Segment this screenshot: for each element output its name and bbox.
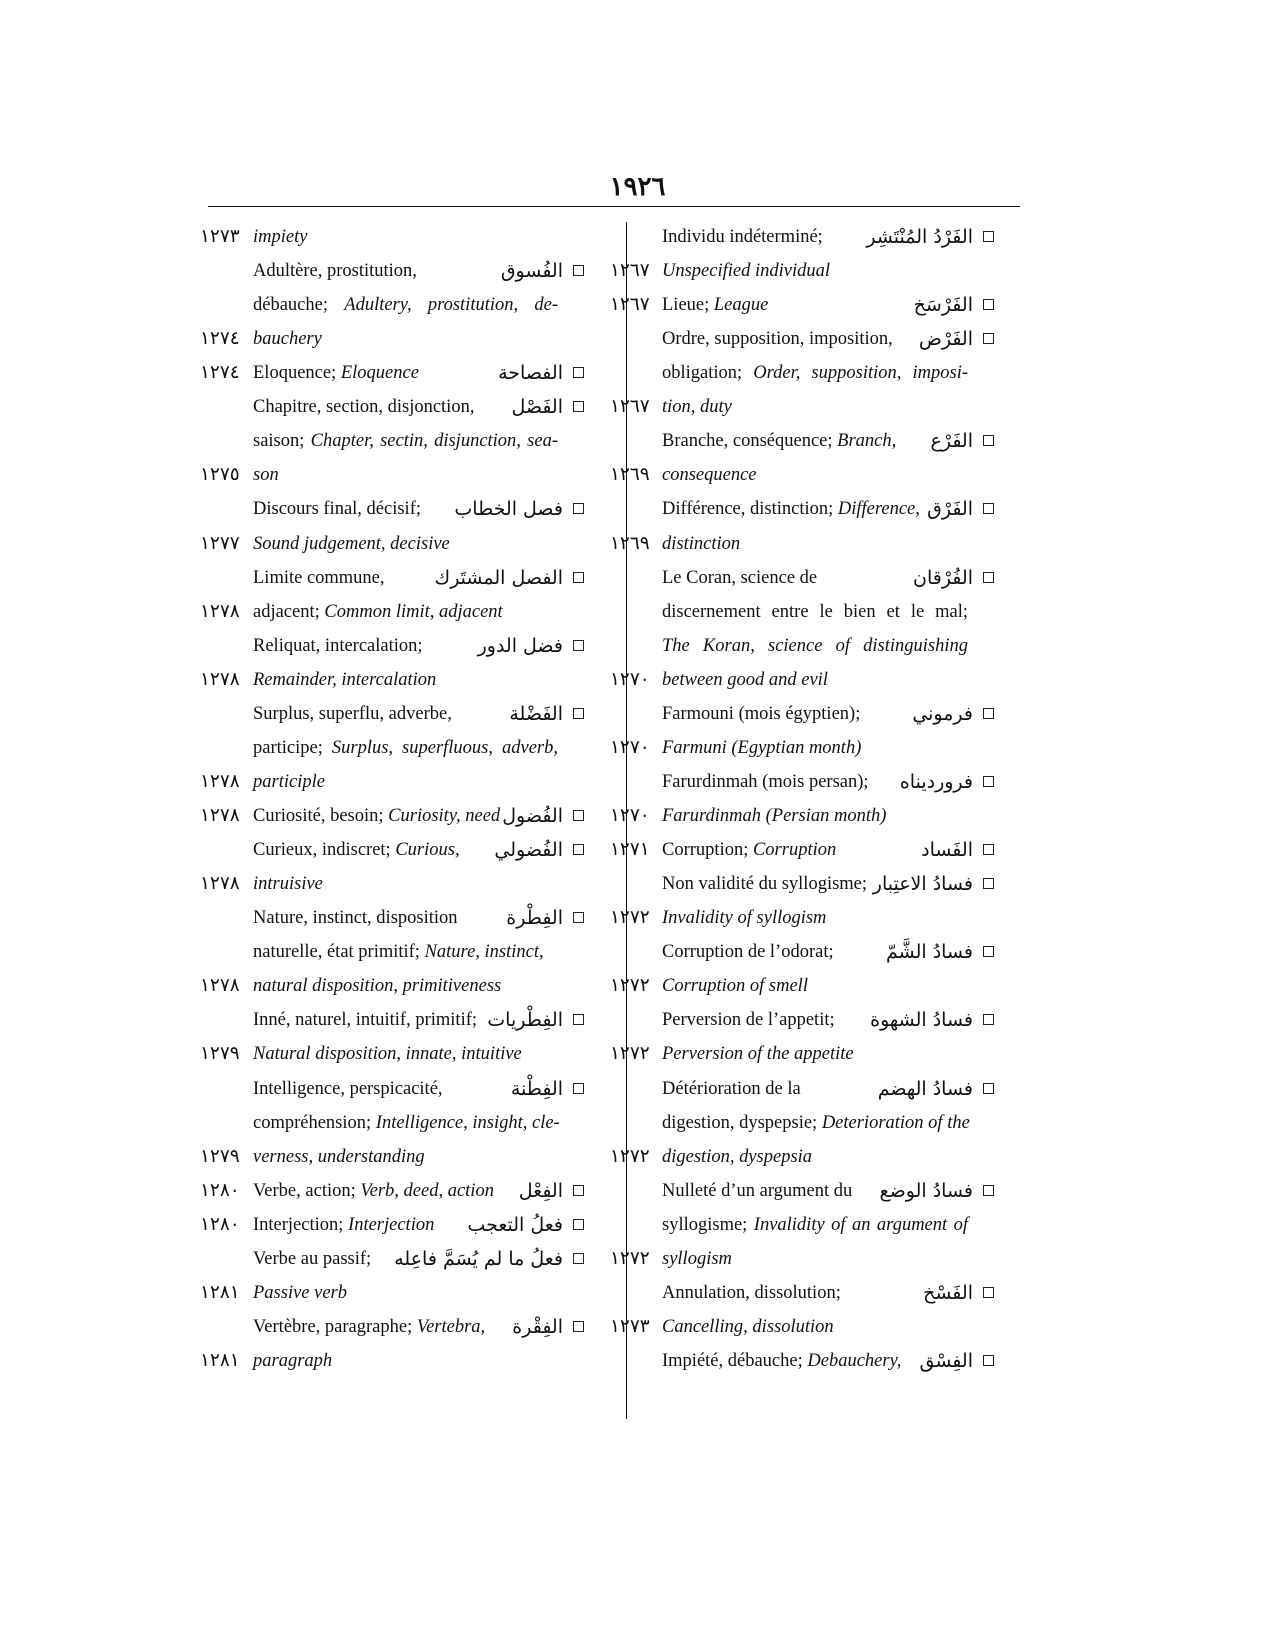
english-gloss: The Koran, science of distinguishing xyxy=(662,635,968,656)
arabic-headword xyxy=(923,1276,994,1310)
entry-text xyxy=(662,424,896,458)
entry-bullet-icon xyxy=(983,333,994,344)
entry-number: ١٢٨١ xyxy=(200,1282,240,1303)
arabic-term: فسادُ الهضم xyxy=(877,1077,973,1100)
entry-text xyxy=(662,561,817,595)
arabic-headword xyxy=(880,1174,994,1208)
english-gloss: Verb, deed, action xyxy=(360,1180,494,1201)
entry-number: ١٢٧٨ xyxy=(200,771,240,792)
entry-number: ١٢٧٠ xyxy=(610,669,650,690)
english-gloss: Curious, xyxy=(395,840,460,861)
french-gloss: saison; xyxy=(253,431,305,452)
english-gloss: verness, understanding xyxy=(253,1146,425,1167)
english-gloss: digestion, dyspepsia xyxy=(662,1146,813,1167)
dictionary-line xyxy=(0,220,1275,254)
french-gloss: débauche; xyxy=(253,295,328,316)
dictionary-line xyxy=(0,1140,1275,1174)
english-gloss: Adultery, prostitution, de- xyxy=(344,295,559,316)
entry-text xyxy=(662,935,834,969)
french-gloss: Corruption de l’odorat; xyxy=(662,942,834,963)
arabic-headword xyxy=(921,833,994,867)
english-gloss: between good and evil xyxy=(662,669,828,690)
arabic-term: الفَساد xyxy=(921,839,973,862)
english-gloss: Farmuni (Egyptian month) xyxy=(662,737,862,758)
dictionary-line xyxy=(0,288,1275,322)
french-gloss: participe; xyxy=(253,737,323,758)
arabic-term: الفُضولي xyxy=(494,839,563,862)
entry-bullet-icon xyxy=(983,435,994,446)
english-gloss: Chapter, sectin, disjunction, sea- xyxy=(310,431,558,452)
entry-number: ١٢٧٩ xyxy=(200,1146,240,1167)
entry-number: ١٢٧٩ xyxy=(200,1044,240,1065)
arabic-term: فصل الخطاب xyxy=(454,498,563,521)
entry-bullet-icon xyxy=(983,1355,994,1366)
dictionary-line xyxy=(0,390,1275,424)
entry-text xyxy=(662,1276,841,1310)
page-number: ١٩٢٦ xyxy=(609,172,666,201)
entry-text xyxy=(662,1344,901,1378)
dictionary-line xyxy=(0,1276,1275,1310)
french-gloss: Ordre, supposition, imposition, xyxy=(662,329,893,350)
arabic-term: فرموني xyxy=(912,702,973,725)
entry-text xyxy=(662,1037,854,1071)
arabic-term: فسادُ الوضع xyxy=(879,1179,973,1202)
english-gloss: Debauchery, xyxy=(807,1350,902,1371)
dictionary-line xyxy=(0,1310,1275,1344)
english-gloss: Interjection xyxy=(348,1214,435,1235)
entry-text xyxy=(662,1106,970,1140)
dictionary-line xyxy=(0,697,1275,731)
arabic-term: الفِقْرة xyxy=(512,1315,563,1338)
english-gloss: Nature, instinct, xyxy=(424,942,544,963)
entry-text xyxy=(662,1003,835,1037)
french-gloss: Détérioration de la xyxy=(662,1078,801,1099)
entry-number: ١٢٧٨ xyxy=(200,874,240,895)
french-gloss: Impiété, débauche; xyxy=(662,1350,803,1371)
french-gloss: adjacent; xyxy=(253,601,320,622)
french-gloss: Branche, conséquence; xyxy=(662,431,833,452)
english-gloss: Order, supposition, imposi- xyxy=(753,363,968,384)
english-gloss: Sound judgement, decisive xyxy=(253,533,450,554)
arabic-term: الفَضْلة xyxy=(509,702,563,725)
french-gloss: Nulleté d’un argument du xyxy=(662,1180,853,1201)
arabic-headword xyxy=(927,492,994,526)
entry-text xyxy=(662,322,893,356)
english-gloss: impiety xyxy=(253,227,308,247)
english-gloss: Corruption xyxy=(752,840,837,861)
dictionary-line xyxy=(0,629,1275,663)
french-gloss: Le Coran, science de xyxy=(662,567,818,588)
french-gloss: Curiosité, besoin; xyxy=(253,806,384,827)
entry-number: ١٢٧٨ xyxy=(200,976,240,997)
french-gloss: Farurdinmah (mois persan); xyxy=(662,771,869,792)
english-gloss: Eloquence xyxy=(340,363,419,384)
dictionary-line xyxy=(0,799,1275,833)
entry-number: ١٢٦٩ xyxy=(610,465,650,486)
arabic-term: الفصل المشتَرك xyxy=(434,566,563,589)
english-gloss: Perversion of the appetite xyxy=(662,1044,854,1065)
entry-number: ١٢٧١ xyxy=(610,840,650,861)
dictionary-line xyxy=(0,833,1275,867)
arabic-headword xyxy=(920,1344,994,1378)
dictionary-line xyxy=(0,1208,1275,1242)
english-gloss: natural disposition, primitiveness xyxy=(253,976,502,997)
dictionary-line xyxy=(0,731,1275,765)
entry-text xyxy=(662,629,968,663)
arabic-headword xyxy=(914,288,994,322)
entry-number: ١٢٦٧ xyxy=(610,397,650,418)
entry-bullet-icon xyxy=(983,946,994,957)
dictionary-line xyxy=(0,765,1275,799)
entry-text xyxy=(662,833,836,867)
french-gloss: Verbe, action; xyxy=(253,1180,356,1201)
dictionary-line xyxy=(0,356,1275,390)
french-gloss: Corruption; xyxy=(662,840,749,861)
entry-bullet-icon xyxy=(983,299,994,310)
arabic-term: الفَرْض xyxy=(918,328,973,351)
arabic-term: الفِطْريات xyxy=(487,1009,563,1032)
arabic-headword xyxy=(866,220,994,254)
arabic-term: الفَرْسَخ xyxy=(913,294,973,317)
entry-number: ١٢٧٢ xyxy=(610,1044,650,1065)
english-gloss: paragraph xyxy=(253,1350,333,1371)
entry-text xyxy=(662,969,808,1003)
dictionary-line xyxy=(0,424,1275,458)
english-gloss: League xyxy=(713,295,769,316)
entry-number: ١٢٧٣ xyxy=(200,227,240,247)
arabic-term: الفُضول xyxy=(502,805,563,828)
dictionary-line xyxy=(0,901,1275,935)
arabic-headword xyxy=(919,322,994,356)
entry-text xyxy=(662,356,968,390)
arabic-term: فسادُ الشهوة xyxy=(870,1009,973,1032)
arabic-term: الفُسوق xyxy=(500,260,563,283)
dictionary-line xyxy=(0,561,1275,595)
entry-number: ١٢٨٠ xyxy=(200,1180,240,1201)
arabic-term: الفَرْع xyxy=(930,430,973,453)
french-gloss: Eloquence; xyxy=(253,363,337,384)
entry-bullet-icon xyxy=(983,1083,994,1094)
dictionary-line xyxy=(0,1344,1275,1378)
entry-text xyxy=(662,1140,812,1174)
entry-text xyxy=(662,492,920,526)
entry-number: ١٢٨١ xyxy=(200,1350,240,1371)
entry-bullet-icon xyxy=(983,231,994,242)
english-gloss: Farurdinmah (Persian month) xyxy=(662,806,887,827)
french-gloss: Curieux, indiscret; xyxy=(253,840,391,861)
entry-text xyxy=(662,527,740,561)
french-gloss: Discours final, décisif; xyxy=(253,499,421,520)
french-gloss: Intelligence, perspicacité, xyxy=(253,1078,443,1099)
english-gloss: Common limit, adjacent xyxy=(324,601,503,622)
english-gloss: Vertebra, xyxy=(416,1316,486,1337)
english-gloss: Deterioration of the xyxy=(821,1112,970,1133)
entry-text xyxy=(662,595,968,629)
entry-number: ١٢٧٧ xyxy=(200,533,240,554)
arabic-headword xyxy=(873,867,994,901)
entry-number: ١٢٧٨ xyxy=(200,669,240,690)
arabic-term: فروردیناه xyxy=(899,770,973,793)
french-gloss: obligation; xyxy=(662,363,743,384)
dictionary-line xyxy=(0,1174,1275,1208)
entry-text xyxy=(662,697,860,731)
dictionary-line xyxy=(0,969,1275,1003)
arabic-term: الفِطْنة xyxy=(510,1077,563,1100)
entry-text xyxy=(662,1310,834,1344)
french-gloss: Perversion de l’appetit; xyxy=(662,1010,835,1031)
english-gloss: Surplus, superfluous, adverb, xyxy=(331,737,559,758)
dictionary-line xyxy=(0,935,1275,969)
french-gloss: Vertèbre, paragraphe; xyxy=(253,1316,413,1337)
french-gloss: Surplus, superflu, adverbe, xyxy=(253,703,452,724)
entry-number: ١٢٧٨ xyxy=(200,806,240,827)
entry-number: ١٢٧٢ xyxy=(610,908,650,929)
entry-text xyxy=(662,799,886,833)
english-gloss: syllogism xyxy=(662,1248,732,1269)
french-gloss: Chapitre, section, disjonction, xyxy=(253,397,475,418)
entry-number: ١٢٧٢ xyxy=(610,976,650,997)
french-gloss: Limite commune, xyxy=(253,567,385,588)
english-gloss: tion, duty xyxy=(662,397,732,418)
arabic-headword xyxy=(870,1003,994,1037)
dictionary-line xyxy=(0,492,1275,526)
arabic-term: الفصاحة xyxy=(498,362,563,385)
entry-number: ١٢٧٠ xyxy=(610,737,650,758)
english-gloss: son xyxy=(253,465,279,486)
entry-text xyxy=(662,867,867,901)
english-gloss: Difference, xyxy=(837,499,920,520)
french-gloss: Annulation, dissolution; xyxy=(662,1282,841,1303)
entry-bullet-icon xyxy=(983,1185,994,1196)
arabic-headword xyxy=(931,424,995,458)
entry-text xyxy=(662,1072,801,1106)
arabic-term: الفَرْدُ المُنْتَشِر xyxy=(866,226,973,248)
entry-text xyxy=(662,663,828,697)
arabic-headword xyxy=(913,561,994,595)
entry-bullet-icon xyxy=(983,1014,994,1025)
english-gloss: participle xyxy=(253,771,325,792)
arabic-term: الفَسْخ xyxy=(923,1281,973,1304)
english-gloss: Passive verb xyxy=(253,1282,348,1303)
arabic-term: فضل الدور xyxy=(477,634,563,657)
header-rule xyxy=(208,206,1020,207)
arabic-headword xyxy=(912,697,994,731)
entry-bullet-icon xyxy=(983,572,994,583)
arabic-term: الفُرْقان xyxy=(913,566,973,589)
french-gloss: Verbe au passif; xyxy=(253,1248,372,1269)
english-gloss: Corruption of smell xyxy=(662,976,808,997)
english-gloss: Invalidity of an argument of xyxy=(753,1214,969,1235)
entry-number: ١٢٧٥ xyxy=(200,465,240,486)
french-gloss: Interjection; xyxy=(253,1214,344,1235)
english-gloss: distinction xyxy=(662,533,741,554)
entry-bullet-icon xyxy=(983,844,994,855)
entry-text xyxy=(662,1208,968,1242)
entry-text xyxy=(662,731,861,765)
entry-text xyxy=(662,765,869,799)
entry-text xyxy=(662,1242,732,1276)
entry-number: ١٢٧٤ xyxy=(200,363,240,384)
arabic-term: الفِسْق xyxy=(919,1349,973,1372)
french-gloss: naturelle, état primitif; xyxy=(253,942,420,963)
english-gloss: bauchery xyxy=(253,329,322,350)
arabic-term: الفِطْرة xyxy=(506,907,563,930)
english-gloss: Invalidity of syllogism xyxy=(662,908,827,929)
arabic-headword xyxy=(886,935,994,969)
french-gloss: Lieue; xyxy=(662,295,710,316)
entry-number: ١٢٧٤ xyxy=(200,329,240,350)
entry-number: ١٢٨٠ xyxy=(200,1214,240,1235)
french-gloss: Adultère, prostitution, xyxy=(253,261,417,282)
english-gloss: Remainder, intercalation xyxy=(253,669,437,690)
french-gloss: discernement entre le bien et le mal; xyxy=(662,601,968,622)
french-gloss: syllogisme; xyxy=(662,1214,748,1235)
arabic-term: الفِعْل xyxy=(518,1179,563,1202)
entry-bullet-icon xyxy=(983,776,994,787)
english-gloss: intruisive xyxy=(253,874,323,895)
arabic-headword xyxy=(878,1072,994,1106)
dictionary-line xyxy=(0,663,1275,697)
dictionary-line xyxy=(0,595,1275,629)
french-gloss: Différence, distinction; xyxy=(662,499,834,520)
dictionary-line xyxy=(0,1242,1275,1276)
entry-number: ١٢٧٠ xyxy=(610,806,650,827)
english-gloss: Unspecified individual xyxy=(662,261,831,282)
french-gloss: Individu indéterminé; xyxy=(662,227,823,247)
dictionary-line xyxy=(0,322,1275,356)
english-gloss: consequence xyxy=(662,465,757,486)
french-gloss: Inné, naturel, intuitif, primitif; xyxy=(253,1010,478,1031)
entry-number: ١٢٧٨ xyxy=(200,601,240,622)
entry-number: ١٢٧٢ xyxy=(610,1248,650,1269)
entry-number: ١٢٦٧ xyxy=(610,295,650,316)
arabic-term: الفَصْل xyxy=(511,396,563,419)
entry-number: ١٢٦٩ xyxy=(610,533,650,554)
dictionary-line xyxy=(0,1037,1275,1071)
dictionary-line xyxy=(0,254,1275,288)
english-gloss: Natural disposition, innate, intuitive xyxy=(253,1044,522,1065)
dictionary-line xyxy=(0,1003,1275,1037)
french-gloss: Non validité du syllogisme; xyxy=(662,874,868,895)
arabic-term: فعلُ التعجب xyxy=(467,1213,563,1236)
french-gloss: compréhension; xyxy=(253,1112,372,1133)
french-gloss: Nature, instinct, disposition xyxy=(253,908,458,929)
entry-bullet-icon xyxy=(983,708,994,719)
entry-text xyxy=(662,220,823,254)
entry-bullet-icon xyxy=(983,878,994,889)
french-gloss: Reliquat, intercalation; xyxy=(253,635,423,656)
dictionary-line xyxy=(0,1106,1275,1140)
dictionary-line xyxy=(0,458,1275,492)
dictionary-line xyxy=(0,527,1275,561)
entry-text xyxy=(662,288,768,322)
arabic-term: فسادُ الاعتِبار xyxy=(872,873,973,896)
entry-text xyxy=(662,458,757,492)
english-gloss: Intelligence, insight, cle- xyxy=(375,1112,560,1133)
dictionary-line xyxy=(0,867,1275,901)
english-gloss: Branch, xyxy=(837,431,897,452)
dictionary-line xyxy=(0,1072,1275,1106)
french-gloss: Farmouni (mois égyptien); xyxy=(662,703,861,724)
arabic-term: الفَرْق xyxy=(927,498,973,521)
arabic-headword xyxy=(900,765,994,799)
entry-number: ١٢٦٧ xyxy=(610,261,650,282)
entry-number: ١٢٧٢ xyxy=(610,1146,650,1167)
entry-number: ١٢٧٣ xyxy=(610,1316,650,1337)
english-gloss: Cancelling, dissolution xyxy=(662,1316,834,1337)
arabic-term: فعلُ ما لم يُسَمَّ فاعِله xyxy=(394,1247,563,1270)
entry-text xyxy=(662,254,830,288)
entry-text xyxy=(662,390,732,424)
entry-text xyxy=(662,901,826,935)
french-gloss: digestion, dyspepsie; xyxy=(662,1112,818,1133)
english-gloss: Curiosity, need xyxy=(388,806,501,827)
entry-text xyxy=(662,1174,852,1208)
entry-bullet-icon xyxy=(983,1287,994,1298)
arabic-term: فسادُ الشَّمّ xyxy=(886,941,973,964)
entry-bullet-icon xyxy=(983,503,994,514)
